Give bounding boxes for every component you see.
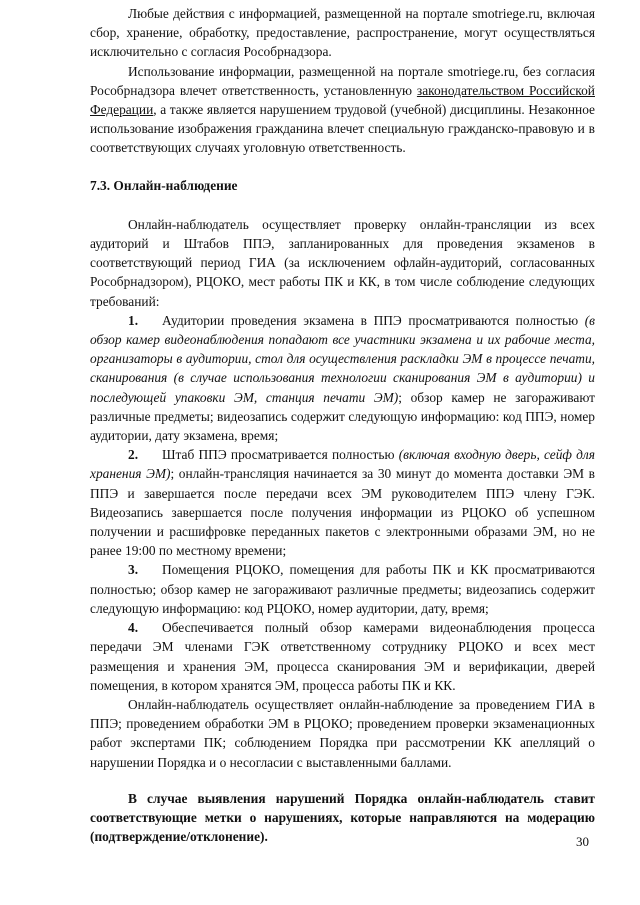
- list-item-tail: ; онлайн-трансляция начинается за 30 минут до момента доставки ЭМ в ППЭ и завершается после передачи всех ЭМ руководителем ППЭ члену ГЭК. Видеозапись завершается после получения информации из РЦОКО об успешном получении и расшифровке переданных пакетов с электронными образами ЭМ, но не ранее 19:00 по местному времени;: [90, 466, 595, 559]
- paragraph-data-usage: Любые действия с информацией, размещенной на портале smotriege.ru, включая сбор, хранение, обработку, предоставление, распространение, могут осуществляться исключительно с согласия Рособрнадзора.: [90, 6, 595, 60]
- list-item-lead: Помещения РЦОКО, помещения для работы ПК и КК просматриваются полностью; обзор камер не загораживают различные предметы; видеозапись содержит следующую информацию: код РЦОКО, номер аудитории, дату, время;: [90, 562, 595, 616]
- page-number: 30: [576, 834, 589, 849]
- list-item-4: [90, 618, 595, 695]
- list-number: 1.: [128, 312, 139, 328]
- list-item-lead: Штаб ППЭ просматривается полностью: [162, 447, 399, 463]
- list-item-1: [90, 311, 595, 445]
- list-number: 2.: [128, 447, 139, 463]
- bold-note: В случае выявления нарушений Порядка онлайн-наблюдатель ставит соответствующие метки о нарушениях, которые направляются на модерацию (подтверждение/отклонение).: [90, 790, 595, 845]
- paragraph-outro: Онлайн-наблюдатель осуществляет онлайн-наблюдение за проведением ГИА в ППЭ; проведением обработки ЭМ в РЦОКО; проведением проверки экзаменационных работ экспертами ПК; соблюдением Порядка при рассмотрении КК апелляций о нарушении Порядка и о несогласии с выставленными баллами.: [90, 696, 595, 770]
- document-page: [90, 4, 595, 846]
- liability-text-b: , а также является нарушением трудовой (учебной) дисциплины. Незаконное использование изображения гражданина влечет специальную гражданско-правовую и в соответствующих случаях уголовную ответственность.: [90, 102, 595, 156]
- list-number: 3.: [128, 562, 139, 578]
- section-heading: 7.3. Онлайн-наблюдение: [90, 177, 238, 193]
- spacer: [90, 772, 595, 789]
- list-item-italic: (включая входную дверь, сейф для хранения ЭМ): [90, 447, 595, 482]
- list-item-lead: Аудитории проведения экзамена в ППЭ просматриваются полностью: [162, 312, 585, 328]
- list-item-lead: Обеспечивается полный обзор камерами видеонаблюдения процесса передачи ЭМ членами ГЭК ответственному сотруднику РЦОКО и всех мест размещения и хранения ЭМ, процесса сканирования ЭМ и верификации, дверей помещения, в котором хранятся ЭМ, процесса работы ПК и КК.: [90, 620, 595, 693]
- list-item-tail: ; обзор камер не загораживают различные предметы; видеозапись содержит следующую информацию: код ППЭ, номер аудитории, дату экзамена, время;: [90, 389, 596, 444]
- list-item-3: [90, 560, 595, 618]
- list-number: 4.: [128, 620, 139, 636]
- law-link[interactable]: законодательством Российской Федерации: [90, 82, 595, 118]
- paragraph-intro: Онлайн-наблюдатель осуществляет проверку онлайн-трансляции из всех аудиторий и Штабов ППЭ, запланированных для проведения экзаменов в соответствующий период ГИА (за исключением офлайн-аудиторий, согласованных Рособрнадзором), РЦОКО, мест работы ПК и КК, в том числе соблюдение следующих требований:: [90, 216, 595, 309]
- list-item-italic: (в обзор камер видеонаблюдения попадают все участники экзамена и их рабочие места, организаторы в аудитории, стол для осуществления раскладки ЭМ в процессе печати, сканирования (в случае использования технологии сканирования ЭМ в аудитории) и последующей упаковки ЭМ, станция печати ЭМ): [90, 312, 595, 405]
- list-item-2: [90, 445, 595, 560]
- paragraph-liability: [90, 62, 595, 158]
- liability-text-a: Использование информации, размещенной на портале smotriege.ru, без согласия Рособрнадзора влечет ответственность, установленную: [90, 63, 595, 98]
